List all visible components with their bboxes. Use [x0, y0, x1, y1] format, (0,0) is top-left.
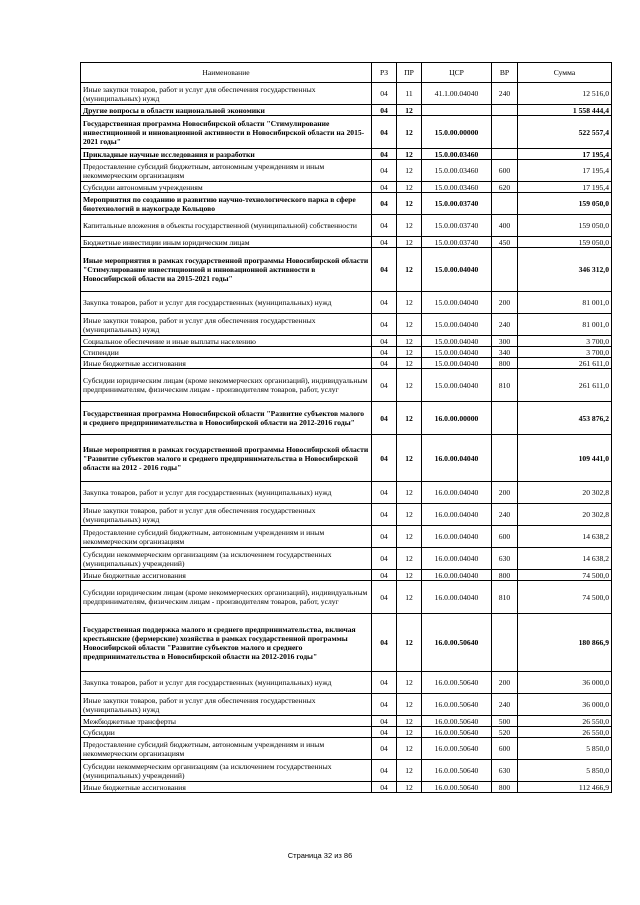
cell-name: Субсидии автономным учреждениям: [81, 182, 372, 193]
cell-name: Субсидии: [81, 727, 372, 738]
cell-sum: 20 302,8: [518, 504, 612, 526]
cell-csr: 16.0.00.04040: [422, 435, 492, 482]
cell-sum: 20 302,8: [518, 482, 612, 504]
cell-pr: 12: [397, 760, 422, 782]
cell-csr: 15.0.00.03740: [422, 215, 492, 237]
cell-rz: 04: [372, 358, 397, 369]
cell-name: Субсидии некоммерческим организациям (за исключением государственных (муниципальных) учреждений): [81, 548, 372, 570]
cell-vr: 600: [492, 738, 518, 760]
cell-rz: 04: [372, 160, 397, 182]
cell-csr: 15.0.00.03740: [422, 237, 492, 248]
header-pr: ПР: [397, 63, 422, 83]
cell-sum: 17 195,4: [518, 160, 612, 182]
cell-rz: 04: [372, 782, 397, 793]
cell-pr: 12: [397, 782, 422, 793]
cell-name: Закупка товаров, работ и услуг для государственных (муниципальных) нужд: [81, 482, 372, 504]
cell-vr: 600: [492, 160, 518, 182]
table-row: [81, 672, 612, 694]
cell-rz: 04: [372, 83, 397, 105]
cell-sum: 261 611,0: [518, 358, 612, 369]
cell-rz: 04: [372, 237, 397, 248]
cell-pr: 12: [397, 716, 422, 727]
cell-sum: 112 466,9: [518, 782, 612, 793]
cell-sum: 14 638,2: [518, 526, 612, 548]
cell-pr: 12: [397, 694, 422, 716]
cell-rz: 04: [372, 402, 397, 435]
table-row: [81, 504, 612, 526]
cell-vr: [492, 149, 518, 160]
cell-vr: 240: [492, 83, 518, 105]
page-number: Страница 32 из 86: [287, 851, 353, 860]
cell-rz: 04: [372, 727, 397, 738]
cell-pr: 12: [397, 347, 422, 358]
cell-csr: 15.0.00.04040: [422, 336, 492, 347]
cell-sum: 180 866,9: [518, 614, 612, 672]
table-row: [81, 482, 612, 504]
cell-vr: 520: [492, 727, 518, 738]
cell-pr: 11: [397, 83, 422, 105]
cell-csr: 15.0.00.04040: [422, 314, 492, 336]
cell-pr: 12: [397, 369, 422, 402]
cell-rz: 04: [372, 116, 397, 149]
table-row: [81, 369, 612, 402]
header-rz: РЗ: [372, 63, 397, 83]
cell-sum: 3 700,0: [518, 336, 612, 347]
cell-name: Иные закупки товаров, работ и услуг для обеспечения государственных (муниципальных) нужд: [81, 504, 372, 526]
cell-csr: 16.0.00.50640: [422, 738, 492, 760]
cell-csr: 15.0.00.03460: [422, 182, 492, 193]
table-row: [81, 358, 612, 369]
table-row: [81, 526, 612, 548]
cell-name: Субсидии юридическим лицам (кроме некоммерческих организаций), индивидуальным предпринимателям, физическим лицам - производителям товаров, работ, услуг: [81, 369, 372, 402]
cell-vr: 630: [492, 760, 518, 782]
table-row: [81, 782, 612, 793]
cell-sum: 109 441,0: [518, 435, 612, 482]
cell-csr: 15.0.00.00000: [422, 116, 492, 149]
cell-name: Мероприятия по созданию и развитию научно-технологического парка в сфере биотехнологий в наукограде Кольцово: [81, 193, 372, 215]
cell-name: Предоставление субсидий бюджетным, автономным учреждениям и иным некоммерческим организациям: [81, 738, 372, 760]
cell-rz: 04: [372, 504, 397, 526]
table-row: [81, 760, 612, 782]
cell-pr: 12: [397, 570, 422, 581]
cell-sum: 453 876,2: [518, 402, 612, 435]
table-row: [81, 314, 612, 336]
cell-sum: 159 050,0: [518, 237, 612, 248]
cell-rz: 04: [372, 292, 397, 314]
cell-sum: 346 312,0: [518, 248, 612, 292]
cell-csr: 16.0.00.50640: [422, 694, 492, 716]
cell-sum: 81 001,0: [518, 314, 612, 336]
cell-name: Бюджетные инвестиции иным юридическим лицам: [81, 237, 372, 248]
cell-sum: 17 195,4: [518, 182, 612, 193]
cell-csr: 16.0.00.50640: [422, 672, 492, 694]
cell-name: Закупка товаров, работ и услуг для государственных (муниципальных) нужд: [81, 292, 372, 314]
cell-pr: 12: [397, 292, 422, 314]
cell-pr: 12: [397, 482, 422, 504]
cell-vr: 200: [492, 672, 518, 694]
cell-rz: 04: [372, 738, 397, 760]
cell-pr: 12: [397, 182, 422, 193]
cell-pr: 12: [397, 105, 422, 116]
table-row: [81, 548, 612, 570]
cell-pr: 12: [397, 526, 422, 548]
cell-pr: 12: [397, 358, 422, 369]
cell-name: Предоставление субсидий бюджетным, автономным учреждениям и иным некоммерческим организациям: [81, 160, 372, 182]
table-row: [81, 727, 612, 738]
cell-sum: 159 050,0: [518, 193, 612, 215]
cell-name: Иные мероприятия в рамках государственной программы Новосибирской области "Стимулирование инвестиционной и инновационной активности в Новосибирской области на 2015-2021 годы": [81, 248, 372, 292]
cell-vr: 200: [492, 292, 518, 314]
cell-pr: 12: [397, 672, 422, 694]
cell-name: Иные мероприятия в рамках государственной программы Новосибирской области "Развитие субъектов малого и среднего предпринимательства в Новосибирской области на 2012 - 2016 годы": [81, 435, 372, 482]
cell-vr: 810: [492, 369, 518, 402]
cell-vr: 200: [492, 482, 518, 504]
table-row: [81, 116, 612, 149]
cell-rz: 04: [372, 193, 397, 215]
cell-csr: 15.0.00.04040: [422, 248, 492, 292]
cell-vr: [492, 105, 518, 116]
table-row: [81, 581, 612, 614]
table-row: [81, 237, 612, 248]
cell-sum: 1 558 444,4: [518, 105, 612, 116]
cell-sum: 3 700,0: [518, 347, 612, 358]
cell-vr: 340: [492, 347, 518, 358]
cell-pr: 12: [397, 248, 422, 292]
cell-sum: 74 500,0: [518, 570, 612, 581]
table-header-row: [81, 63, 612, 83]
cell-pr: 12: [397, 149, 422, 160]
cell-rz: 04: [372, 672, 397, 694]
cell-rz: 04: [372, 369, 397, 402]
table-row: [81, 248, 612, 292]
cell-name: Иные бюджетные ассигнования: [81, 782, 372, 793]
table-row: [81, 694, 612, 716]
cell-pr: 12: [397, 336, 422, 347]
table-row: [81, 160, 612, 182]
cell-pr: 12: [397, 435, 422, 482]
cell-sum: 522 557,4: [518, 116, 612, 149]
cell-vr: 800: [492, 782, 518, 793]
table-row: [81, 292, 612, 314]
table-row: [81, 215, 612, 237]
cell-rz: 04: [372, 526, 397, 548]
table-row: [81, 738, 612, 760]
cell-rz: 04: [372, 760, 397, 782]
table-row: [81, 716, 612, 727]
cell-rz: 04: [372, 581, 397, 614]
cell-csr: 16.0.00.50640: [422, 782, 492, 793]
cell-rz: 04: [372, 694, 397, 716]
cell-pr: 12: [397, 116, 422, 149]
cell-vr: 800: [492, 570, 518, 581]
cell-vr: 810: [492, 581, 518, 614]
cell-vr: [492, 435, 518, 482]
cell-csr: 15.0.00.03740: [422, 193, 492, 215]
cell-rz: 04: [372, 570, 397, 581]
cell-rz: 04: [372, 347, 397, 358]
cell-name: Иные бюджетные ассигнования: [81, 358, 372, 369]
table-row: [81, 105, 612, 116]
cell-vr: [492, 402, 518, 435]
cell-vr: 240: [492, 504, 518, 526]
table-row: [81, 570, 612, 581]
cell-name: Прикладные научные исследования и разработки: [81, 149, 372, 160]
cell-name: Межбюджетные трансферты: [81, 716, 372, 727]
cell-vr: 300: [492, 336, 518, 347]
cell-pr: 12: [397, 581, 422, 614]
cell-csr: 16.0.00.00000: [422, 402, 492, 435]
cell-vr: 800: [492, 358, 518, 369]
cell-name: Иные бюджетные ассигнования: [81, 570, 372, 581]
cell-name: Другие вопросы в области национальной экономики: [81, 105, 372, 116]
cell-rz: 04: [372, 314, 397, 336]
cell-vr: 630: [492, 548, 518, 570]
cell-vr: 400: [492, 215, 518, 237]
cell-pr: 12: [397, 215, 422, 237]
cell-csr: 16.0.00.04040: [422, 581, 492, 614]
cell-name: Закупка товаров, работ и услуг для государственных (муниципальных) нужд: [81, 672, 372, 694]
cell-pr: 12: [397, 548, 422, 570]
cell-csr: 16.0.00.50640: [422, 727, 492, 738]
table-row: [81, 336, 612, 347]
table-row: [81, 182, 612, 193]
cell-rz: 04: [372, 248, 397, 292]
table-row: [81, 149, 612, 160]
cell-csr: 41.1.00.04040: [422, 83, 492, 105]
table-row: [81, 402, 612, 435]
cell-vr: 450: [492, 237, 518, 248]
cell-rz: 04: [372, 435, 397, 482]
cell-rz: 04: [372, 336, 397, 347]
cell-csr: 16.0.00.04040: [422, 570, 492, 581]
cell-rz: 04: [372, 215, 397, 237]
cell-name: Иные закупки товаров, работ и услуг для обеспечения государственных (муниципальных) нужд: [81, 694, 372, 716]
cell-name: Предоставление субсидий бюджетным, автономным учреждениям и иным некоммерческим организациям: [81, 526, 372, 548]
cell-name: Субсидии некоммерческим организациям (за исключением государственных (муниципальных) учреждений): [81, 760, 372, 782]
cell-csr: 16.0.00.04040: [422, 548, 492, 570]
cell-name: Иные закупки товаров, работ и услуг для обеспечения государственных (муниципальных) нужд: [81, 314, 372, 336]
table-row: [81, 193, 612, 215]
cell-sum: 26 550,0: [518, 727, 612, 738]
cell-pr: 12: [397, 237, 422, 248]
cell-vr: 500: [492, 716, 518, 727]
cell-sum: 12 516,0: [518, 83, 612, 105]
cell-sum: 74 500,0: [518, 581, 612, 614]
cell-csr: [422, 105, 492, 116]
cell-pr: 12: [397, 160, 422, 182]
cell-sum: 81 001,0: [518, 292, 612, 314]
cell-name: Государственная программа Новосибирской области "Стимулирование инвестиционной и инновационной активности в Новосибирской области на 2015-2021 годы": [81, 116, 372, 149]
cell-vr: 240: [492, 314, 518, 336]
cell-vr: [492, 248, 518, 292]
cell-vr: [492, 193, 518, 215]
cell-vr: [492, 116, 518, 149]
header-sum: Сумма: [518, 63, 612, 83]
cell-pr: 12: [397, 314, 422, 336]
cell-csr: 16.0.00.50640: [422, 716, 492, 727]
cell-csr: 15.0.00.03460: [422, 160, 492, 182]
cell-pr: 12: [397, 402, 422, 435]
cell-rz: 04: [372, 482, 397, 504]
cell-pr: 12: [397, 614, 422, 672]
cell-sum: 261 611,0: [518, 369, 612, 402]
cell-csr: 15.0.00.04040: [422, 347, 492, 358]
cell-name: Субсидии юридическим лицам (кроме некоммерческих организаций), индивидуальным предпринимателям, физическим лицам - производителям товаров, работ, услуг: [81, 581, 372, 614]
cell-name: Капитальные вложения в объекты государственной (муниципальной) собственности: [81, 215, 372, 237]
cell-csr: 15.0.00.04040: [422, 358, 492, 369]
budget-table: [80, 62, 612, 793]
cell-name: Социальное обеспечение и иные выплаты населению: [81, 336, 372, 347]
cell-sum: 36 000,0: [518, 672, 612, 694]
cell-sum: 17 195,4: [518, 149, 612, 160]
cell-csr: 16.0.00.50640: [422, 614, 492, 672]
cell-sum: 159 050,0: [518, 215, 612, 237]
cell-vr: 240: [492, 694, 518, 716]
cell-sum: 26 550,0: [518, 716, 612, 727]
cell-rz: 04: [372, 548, 397, 570]
cell-rz: 04: [372, 149, 397, 160]
cell-pr: 12: [397, 504, 422, 526]
table-row: [81, 347, 612, 358]
cell-sum: 5 850,0: [518, 760, 612, 782]
cell-csr: 16.0.00.04040: [422, 482, 492, 504]
cell-csr: 16.0.00.50640: [422, 760, 492, 782]
cell-name: Иные закупки товаров, работ и услуг для обеспечения государственных (муниципальных) нужд: [81, 83, 372, 105]
cell-vr: 620: [492, 182, 518, 193]
cell-rz: 04: [372, 182, 397, 193]
cell-name: Государственная поддержка малого и среднего предпринимательства, включая крестьянские (фермерские) хозяйства в рамках государственной программы Новосибирской области "Развитие субъектов малого и среднего предпринимательства в Новосибирской области на 2012-2016 годы": [81, 614, 372, 672]
cell-pr: 12: [397, 193, 422, 215]
cell-pr: 12: [397, 738, 422, 760]
cell-csr: 15.0.00.03460: [422, 149, 492, 160]
cell-vr: [492, 614, 518, 672]
cell-name: Стипендии: [81, 347, 372, 358]
cell-sum: 36 000,0: [518, 694, 612, 716]
table-row: [81, 614, 612, 672]
header-name: Наименование: [81, 63, 372, 83]
cell-csr: 16.0.00.04040: [422, 504, 492, 526]
table-row: [81, 435, 612, 482]
header-vr: ВР: [492, 63, 518, 83]
cell-sum: 5 850,0: [518, 738, 612, 760]
cell-csr: 15.0.00.04040: [422, 369, 492, 402]
cell-rz: 04: [372, 614, 397, 672]
cell-pr: 12: [397, 727, 422, 738]
cell-sum: 14 638,2: [518, 548, 612, 570]
cell-vr: 600: [492, 526, 518, 548]
header-csr: ЦСР: [422, 63, 492, 83]
cell-csr: 16.0.00.04040: [422, 526, 492, 548]
table-row: [81, 83, 612, 105]
cell-csr: 15.0.00.04040: [422, 292, 492, 314]
cell-rz: 04: [372, 716, 397, 727]
cell-name: Государственная программа Новосибирской области "Развитие субъектов малого и среднего предпринимательства в Новосибирской области на 2012-2016 годы": [81, 402, 372, 435]
cell-rz: 04: [372, 105, 397, 116]
